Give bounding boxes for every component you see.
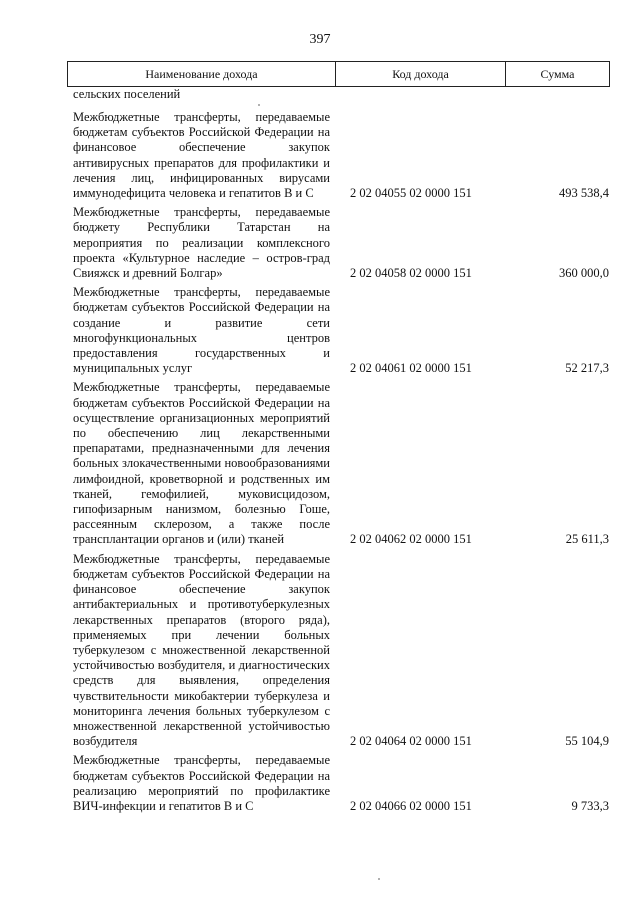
table-header <box>67 61 610 87</box>
page-number: 397 <box>309 32 331 47</box>
row-code: 2 02 04061 02 0000 151 <box>350 361 472 376</box>
row-description: Межбюджетные трансферты, передаваемые бюджетам субъектов Российской Федерации на создание и развитие сети многофункциональных центров предоставления государственных и муниципальных услуг <box>73 285 330 376</box>
row-description: Межбюджетные трансферты, передаваемые бюджетам субъектов Российской Федерации на финансовое обеспечение закупок антивирусных препаратов для профилактики и лечения лиц, инфицированных вирусами иммунодефицита человека и гепатитов B и C <box>73 110 330 201</box>
row-code: 2 02 04062 02 0000 151 <box>350 532 472 547</box>
row-description: Межбюджетные трансферты, передаваемые бюджетам субъектов Российской Федерации на финансовое обеспечение закупок антибактериальных и противотуберкулезных лекарственных препаратов (второго ряда), применяемых при лечении больных туберкулезом с множественной лекарственной устойчивостью возбудителя, и диагностических средств для выявления, определения чувствительности микобактерии туберкулеза и мониторинга лечения больных туберкулезом с множественной лекарственной устойчивостью возбудителя <box>73 551 330 749</box>
table-body <box>73 87 613 814</box>
row-description: Межбюджетные трансферты, передаваемые бюджету Республики Татарстан на мероприятия по реализации комплексного проекта «Культурное наследие – остров-град Свияжск и древний Болгар» <box>73 205 330 281</box>
table-row-continuation <box>73 87 613 110</box>
table-row <box>73 552 613 750</box>
table-row <box>73 285 613 376</box>
scan-speck <box>258 104 260 106</box>
row-code: 2 02 04066 02 0000 151 <box>350 798 472 813</box>
row-description: сельских поселений <box>73 87 181 101</box>
column-header-name: Наименование дохода <box>68 62 336 87</box>
table-row <box>73 205 613 281</box>
row-amount: 55 104,9 <box>565 734 609 749</box>
row-code: 2 02 04058 02 0000 151 <box>350 266 472 281</box>
row-code: 2 02 04055 02 0000 151 <box>350 186 472 201</box>
column-header-code: Код дохода <box>336 62 506 87</box>
row-amount: 25 611,3 <box>565 532 609 547</box>
table-row <box>73 753 613 814</box>
row-description: Межбюджетные трансферты, передаваемые бюджетам субъектов Российской Федерации на осуществление организационных мероприятий по обеспечению лиц лекарственными препаратами, предназначенными для лечения больных злокачественными новообразованиями лимфоидной, кроветворной и родственных им тканей, гемофилией, муковисцидозом, гипофизарным нанизмом, болезнью Гоше, рассеянным склерозом, а также после трансплантации органов и (или) тканей <box>73 380 330 547</box>
row-amount: 9 733,3 <box>571 798 609 813</box>
row-code: 2 02 04064 02 0000 151 <box>350 734 472 749</box>
table-row <box>73 380 613 547</box>
scan-speck <box>378 878 380 880</box>
table-row <box>73 110 613 201</box>
row-amount: 52 217,3 <box>565 361 609 376</box>
row-amount: 493 538,4 <box>559 186 609 201</box>
column-header-amount: Сумма <box>506 62 610 87</box>
row-description: Межбюджетные трансферты, передаваемые бюджетам субъектов Российской Федерации на реализацию мероприятий по профилактике ВИЧ-инфекции и гепатитов B и C <box>73 753 330 813</box>
row-amount: 360 000,0 <box>559 266 609 281</box>
